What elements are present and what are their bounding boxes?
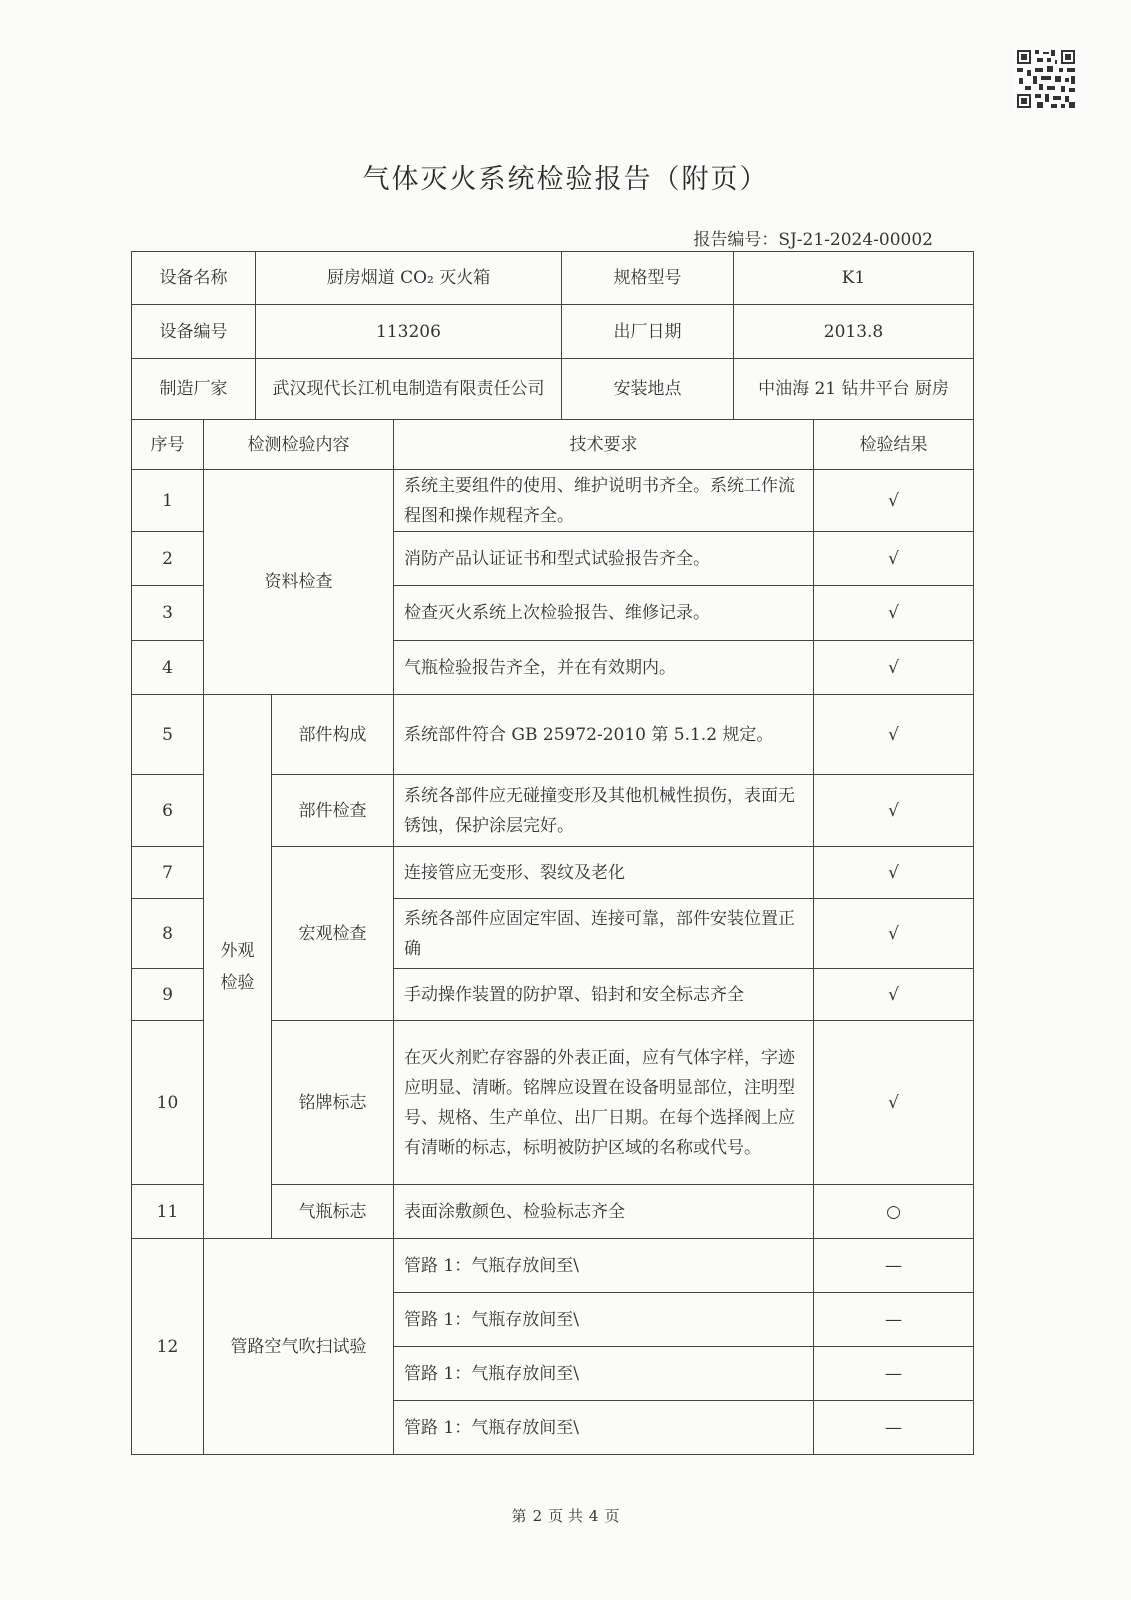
header-result: 检验结果 [814, 420, 974, 470]
row-requirement: 管路 1：气瓶存放间至\ [394, 1347, 814, 1401]
report-number-value: SJ-21-2024-00002 [778, 230, 933, 250]
header-seq: 序号 [132, 420, 204, 470]
row-number: 11 [132, 1185, 204, 1239]
row-number: 7 [132, 847, 204, 899]
row-result: √ [814, 1021, 974, 1185]
footer-mid: 页 共 [548, 1507, 583, 1525]
table-row [132, 470, 974, 532]
row-result: √ [814, 586, 974, 641]
maker-value: 武汉现代长江机电制造有限责任公司 [256, 359, 562, 420]
row-requirement: 管路 1：气瓶存放间至\ [394, 1293, 814, 1347]
row-result: ○ [814, 1185, 974, 1239]
row-requirement: 连接管应无变形、裂纹及老化 [394, 847, 814, 899]
row-requirement: 管路 1：气瓶存放间至\ [394, 1401, 814, 1455]
footer-suffix: 页 [604, 1507, 620, 1525]
header-content: 检测检验内容 [204, 420, 394, 470]
subgroup-nameplate: 铭牌标志 [272, 1021, 394, 1185]
equipment-info-table [131, 251, 974, 420]
model-value: K1 [734, 252, 974, 305]
row-requirement: 气瓶检验报告齐全，并在有效期内。 [394, 641, 814, 695]
row-result: — [814, 1347, 974, 1401]
row-result: √ [814, 470, 974, 532]
row-number: 5 [132, 695, 204, 775]
row-requirement: 系统各部件应无碰撞变形及其他机械性损伤，表面无锈蚀，保护涂层完好。 [394, 775, 814, 847]
row-number: 8 [132, 899, 204, 969]
footer-page: 2 [532, 1507, 543, 1525]
table-row [132, 1239, 974, 1293]
row-result: — [814, 1239, 974, 1293]
row-requirement: 消防产品认证证书和型式试验报告齐全。 [394, 532, 814, 586]
device-name-label: 设备名称 [132, 252, 256, 305]
group-docs: 资料检查 [204, 470, 394, 695]
subgroup-macro: 宏观检查 [272, 847, 394, 1021]
row-result: √ [814, 847, 974, 899]
row-requirement: 系统各部件应固定牢固、连接可靠，部件安装位置正确 [394, 899, 814, 969]
device-no-label: 设备编号 [132, 305, 256, 359]
footer-prefix: 第 [511, 1507, 527, 1525]
row-requirement: 手动操作装置的防护罩、铅封和安全标志齐全 [394, 969, 814, 1021]
row-requirement: 检查灭火系统上次检验报告、维修记录。 [394, 586, 814, 641]
row-result: √ [814, 775, 974, 847]
info-row [132, 305, 974, 359]
row-number: 1 [132, 470, 204, 532]
row-number: 6 [132, 775, 204, 847]
mfg-date-label: 出厂日期 [562, 305, 734, 359]
location-value: 中油海 21 钻井平台 厨房 [734, 359, 974, 420]
subgroup-components: 部件构成 [272, 695, 394, 775]
row-requirement: 表面涂敷颜色、检验标志齐全 [394, 1185, 814, 1239]
page-title: 气体灭火系统检验报告（附页） [362, 164, 769, 195]
group-appearance-label: 外观检验 [220, 940, 255, 993]
row-result: √ [814, 641, 974, 695]
row-requirement: 系统部件符合 GB 25972-2010 第 5.1.2 规定。 [394, 695, 814, 775]
subgroup-cylinder-mark: 气瓶标志 [272, 1185, 394, 1239]
header-requirement: 技术要求 [394, 420, 814, 470]
group-appearance [204, 695, 272, 1239]
row-requirement: 管路 1：气瓶存放间至\ [394, 1239, 814, 1293]
row-requirement: 在灭火剂贮存容器的外表正面，应有气体字样，字迹应明显、清晰。铭牌应设置在设备明显部位，注明型号、规格、生产单位、出厂日期。在每个选择阀上应有清晰的标志，标明被防护区域的名称或代号。 [394, 1021, 814, 1185]
row-result: √ [814, 899, 974, 969]
report-number [689, 225, 933, 250]
mfg-date-value: 2013.8 [734, 305, 974, 359]
inspection-table [131, 419, 974, 1455]
row-requirement: 系统主要组件的使用、维护说明书齐全。系统工作流程图和操作规程齐全。 [394, 470, 814, 532]
device-name-value: 厨房烟道 CO₂ 灭火箱 [256, 252, 562, 305]
table-row [132, 695, 974, 775]
info-row [132, 359, 974, 420]
device-no-value: 113206 [256, 305, 562, 359]
row-result: — [814, 1293, 974, 1347]
info-row [132, 252, 974, 305]
page-footer [0, 1505, 1131, 1526]
row-result: √ [814, 695, 974, 775]
row-result: — [814, 1401, 974, 1455]
row-number: 10 [132, 1021, 204, 1185]
table-header-row [132, 420, 974, 470]
group-purge: 管路空气吹扫试验 [204, 1239, 394, 1455]
row-number: 12 [132, 1239, 204, 1455]
report-number-label: 报告编号： [693, 230, 779, 250]
qr-code-icon [1015, 48, 1077, 110]
row-result: √ [814, 532, 974, 586]
maker-label: 制造厂家 [132, 359, 256, 420]
row-number: 3 [132, 586, 204, 641]
row-number: 9 [132, 969, 204, 1021]
row-number: 2 [132, 532, 204, 586]
location-label: 安装地点 [562, 359, 734, 420]
footer-total: 4 [588, 1507, 599, 1525]
model-label: 规格型号 [562, 252, 734, 305]
row-result: √ [814, 969, 974, 1021]
row-number: 4 [132, 641, 204, 695]
subgroup-parts-check: 部件检查 [272, 775, 394, 847]
